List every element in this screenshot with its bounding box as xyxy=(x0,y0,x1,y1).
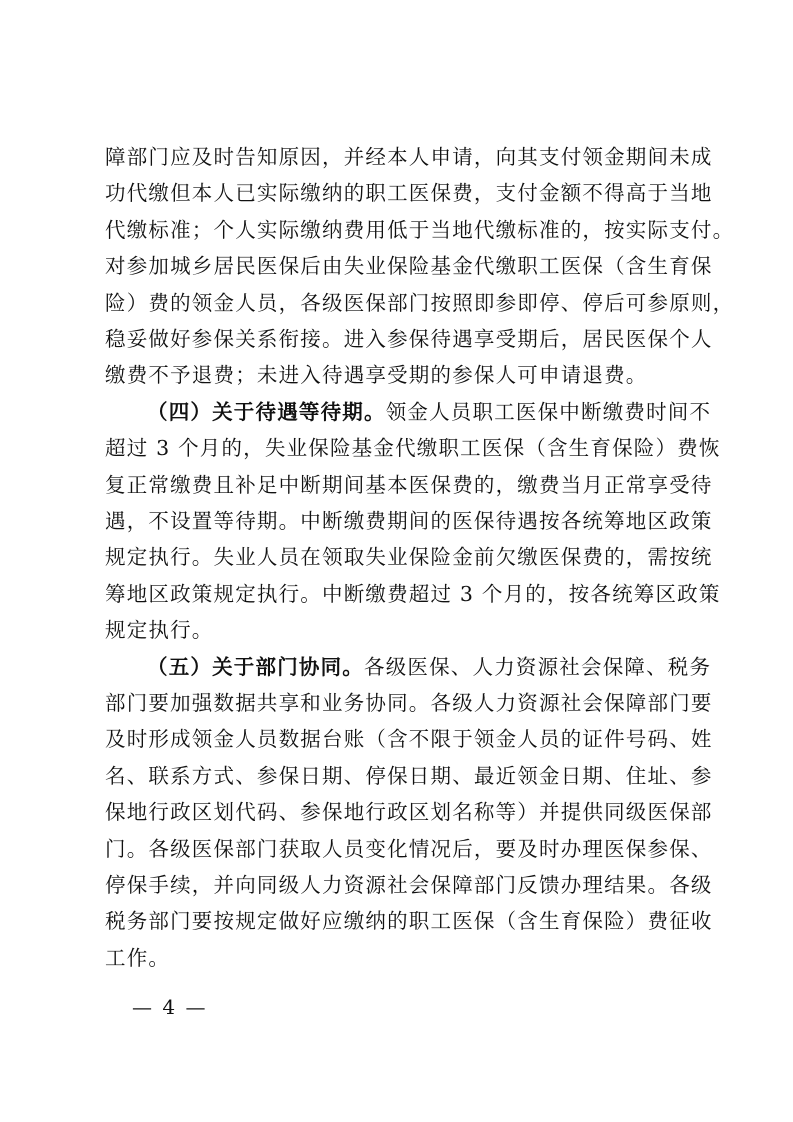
body-text-line: 功代缴但本人已实际缴纳的职工医保费，支付金额不得高于当地 xyxy=(105,181,713,206)
page-number: — 4 — xyxy=(132,995,208,1020)
section-5-heading: （五）关于部门协同。 xyxy=(147,654,364,679)
section-4-first-line xyxy=(147,394,712,430)
body-text-line: 门。各级医保部门获取人员变化情况后，要及时办理医保参保、 xyxy=(105,836,713,861)
section-5-first-line xyxy=(147,649,712,685)
section-4-text: 领金人员职工医保中断缴费时间不 xyxy=(385,399,712,424)
body-text-line: 缴费不予退费；未进入待遇享受期的参保人可申请退费。 xyxy=(105,363,648,388)
body-text-line: 险）费的领金人员，各级医保部门按照即参即停、停后可参原则， xyxy=(105,290,735,315)
body-text-line: 代缴标准；个人实际缴纳费用低于当地代缴标准的，按实际支付。 xyxy=(105,217,735,242)
body-text-line: 障部门应及时告知原因，并经本人申请，向其支付领金期间未成 xyxy=(105,145,713,169)
section-5-text: 各级医保、人力资源社会保障、税务 xyxy=(364,654,712,679)
body-text-line: 及时形成领金人员数据台账（含不限于领金人员的证件号码、姓 xyxy=(105,727,713,752)
body-text-line: 遇，不设置等待期。中断缴费期间的医保待遇按各统筹地区政策 xyxy=(105,509,713,533)
body-text-line: 名、联系方式、参保日期、停保日期、最近领金日期、住址、参 xyxy=(105,763,713,788)
body-text-line: 规定执行。失业人员在领取失业保险金前欠缴医保费的，需按统 xyxy=(105,545,713,570)
body-text-line: 税务部门要按规定做好应缴纳的职工医保（含生育保险）费征收 xyxy=(105,909,713,934)
body-text-line: 工作。 xyxy=(105,945,171,970)
section-4-heading: （四）关于待遇等待期。 xyxy=(147,399,386,424)
body-text-line: 保地行政区划代码、参保地行政区划名称等）并提供同级医保部 xyxy=(105,800,713,825)
body-text-line: 停保手续，并向同级人力资源社会保障部门反馈办理结果。各级 xyxy=(105,873,713,897)
body-text-line: 规定执行。 xyxy=(105,618,214,643)
body-text-line: 部门要加强数据共享和业务协同。各级人力资源社会保障部门要 xyxy=(105,691,713,715)
body-text-line: 复正常缴费且补足中断期间基本医保费的，缴费当月正常享受待 xyxy=(105,472,713,497)
body-text-line: 筹地区政策规定执行。中断缴费超过 3 个月的，按各统筹区政策 xyxy=(105,581,721,606)
body-text-line: 稳妥做好参保关系衔接。进入参保待遇享受期后，居民医保个人 xyxy=(105,327,713,351)
body-text-line: 对参加城乡居民医保后由失业保险基金代缴职工医保（含生育保 xyxy=(105,254,713,279)
body-text-line: 超过 3 个月的，失业保险基金代缴职工医保（含生育保险）费恢 xyxy=(105,436,721,461)
